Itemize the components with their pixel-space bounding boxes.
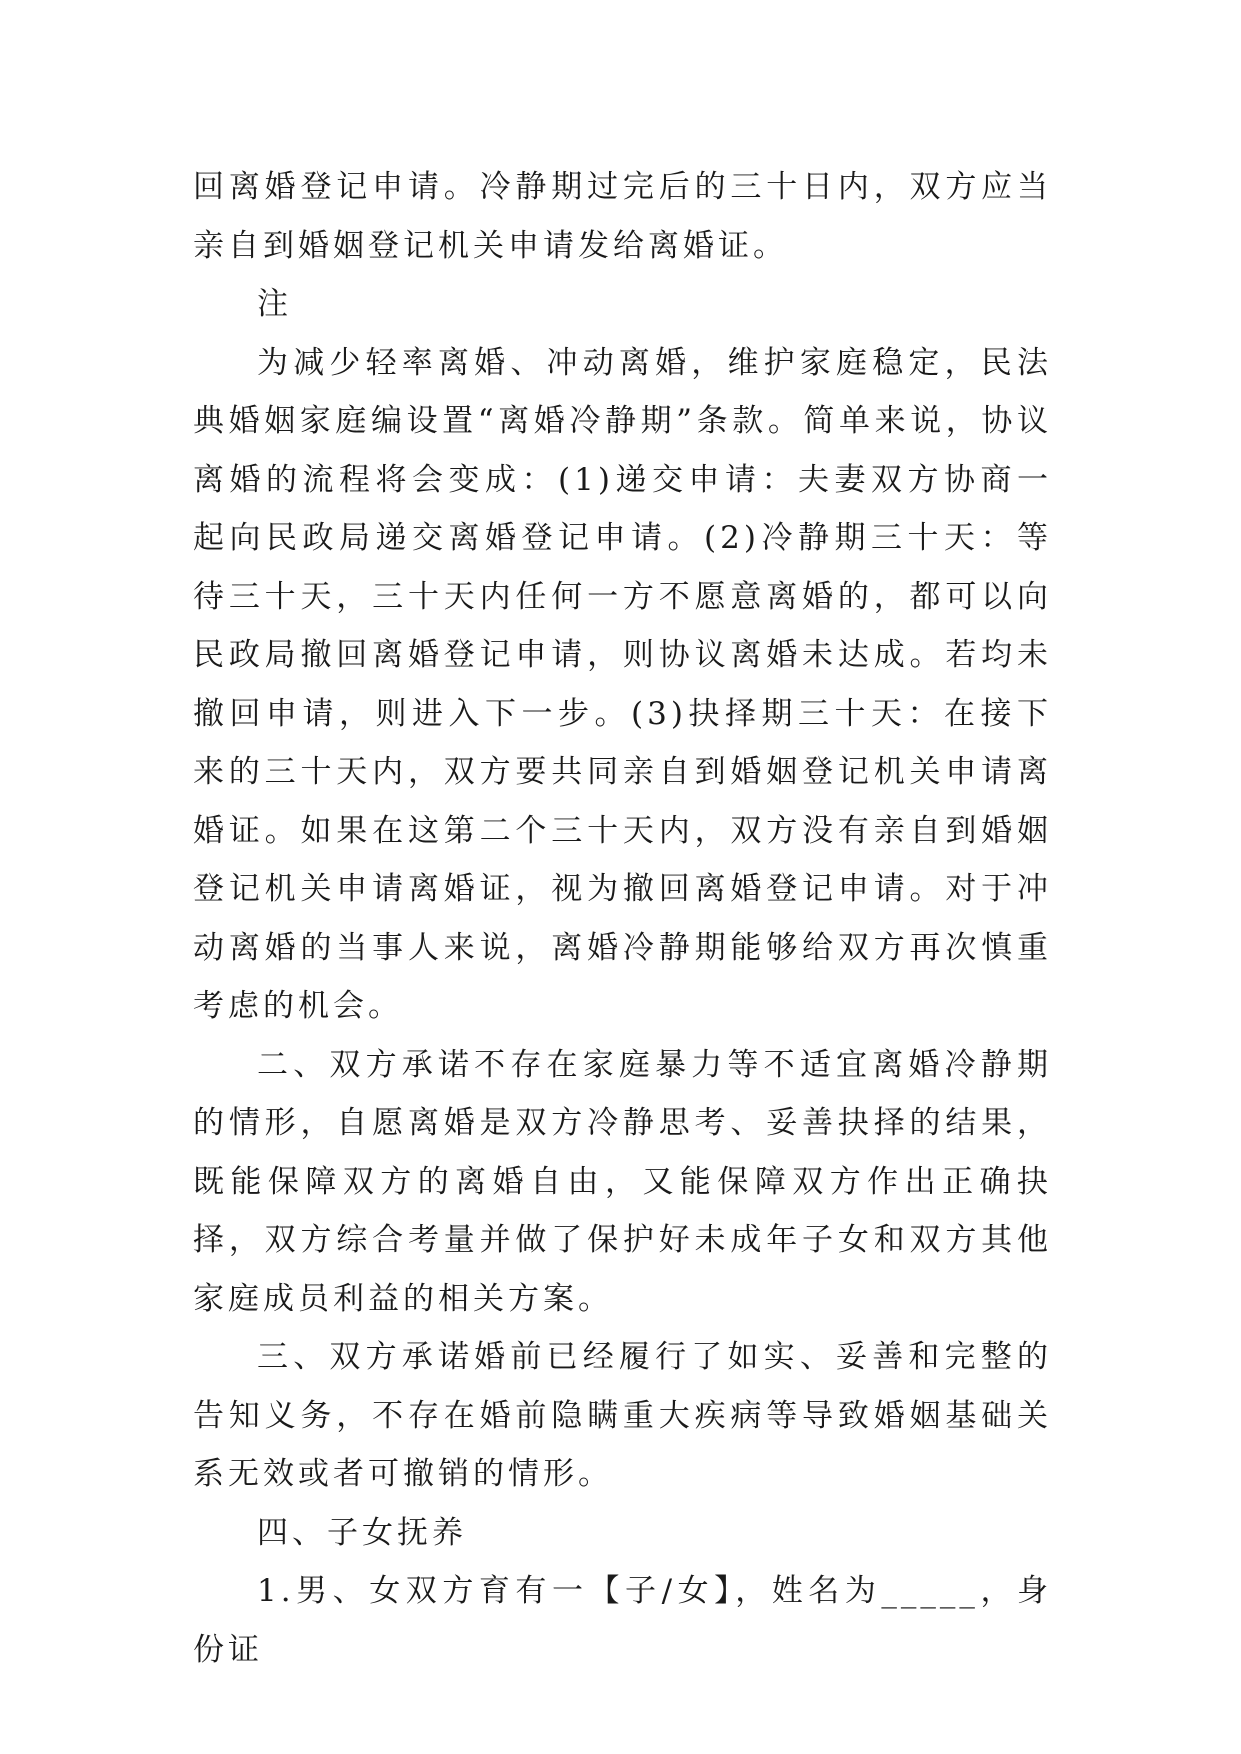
paragraph-child-custody-item-1: 1.男、女双方育有一【子/女】，姓名为_____，身份证	[193, 1573, 1052, 1668]
document-body	[193, 158, 1052, 1679]
paragraph-clause-three: 三、双方承诺婚前已经履行了如实、妥善和完整的告知义务，不存在婚前隐瞒重大疾病等导致婚姻基础关系无效或者可撤销的情形。	[193, 1339, 1052, 1492]
paragraph-clause-four-heading: 四、子女抚养	[257, 1514, 467, 1551]
paragraph-cooling-off-note: 为减少轻率离婚、冲动离婚，维护家庭稳定，民法典婚姻家庭编设置“离婚冷静期”条款。简单来说，协议离婚的流程将会变成：(1)递交申请：夫妻双方协商一起向民政局递交离婚登记申请。(2)冷静期三十天：等待三十天，三十天内任何一方不愿意离婚的，都可以向民政局撤回离婚登记申请，则协议离婚未达成。若均未撤回申请，则进入下一步。(3)抉择期三十天：在接下来的三十天内，双方要共同亲自到婚姻登记机关申请离婚证。如果在这第二个三十天内，双方没有亲自到婚姻登记机关申请离婚证，视为撤回离婚登记申请。对于冲动离婚的当事人来说，离婚冷静期能够给双方再次慎重考虑的机会。	[193, 344, 1052, 1024]
paragraph-note-heading: 注	[257, 286, 292, 322]
paragraph-clause-two: 二、双方承诺不存在家庭暴力等不适宜离婚冷静期的情形，自愿离婚是双方冷静思考、妥善抉择的结果，既能保障双方的离婚自由，又能保障双方作出正确抉择，双方综合考量并做了保护好未成年子女和双方其他家庭成员利益的相关方案。	[193, 1046, 1052, 1317]
paragraph-registration-continuation: 回离婚登记申请。冷静期过完后的三十日内，双方应当亲自到婚姻登记机关申请发给离婚证。	[193, 169, 1052, 264]
